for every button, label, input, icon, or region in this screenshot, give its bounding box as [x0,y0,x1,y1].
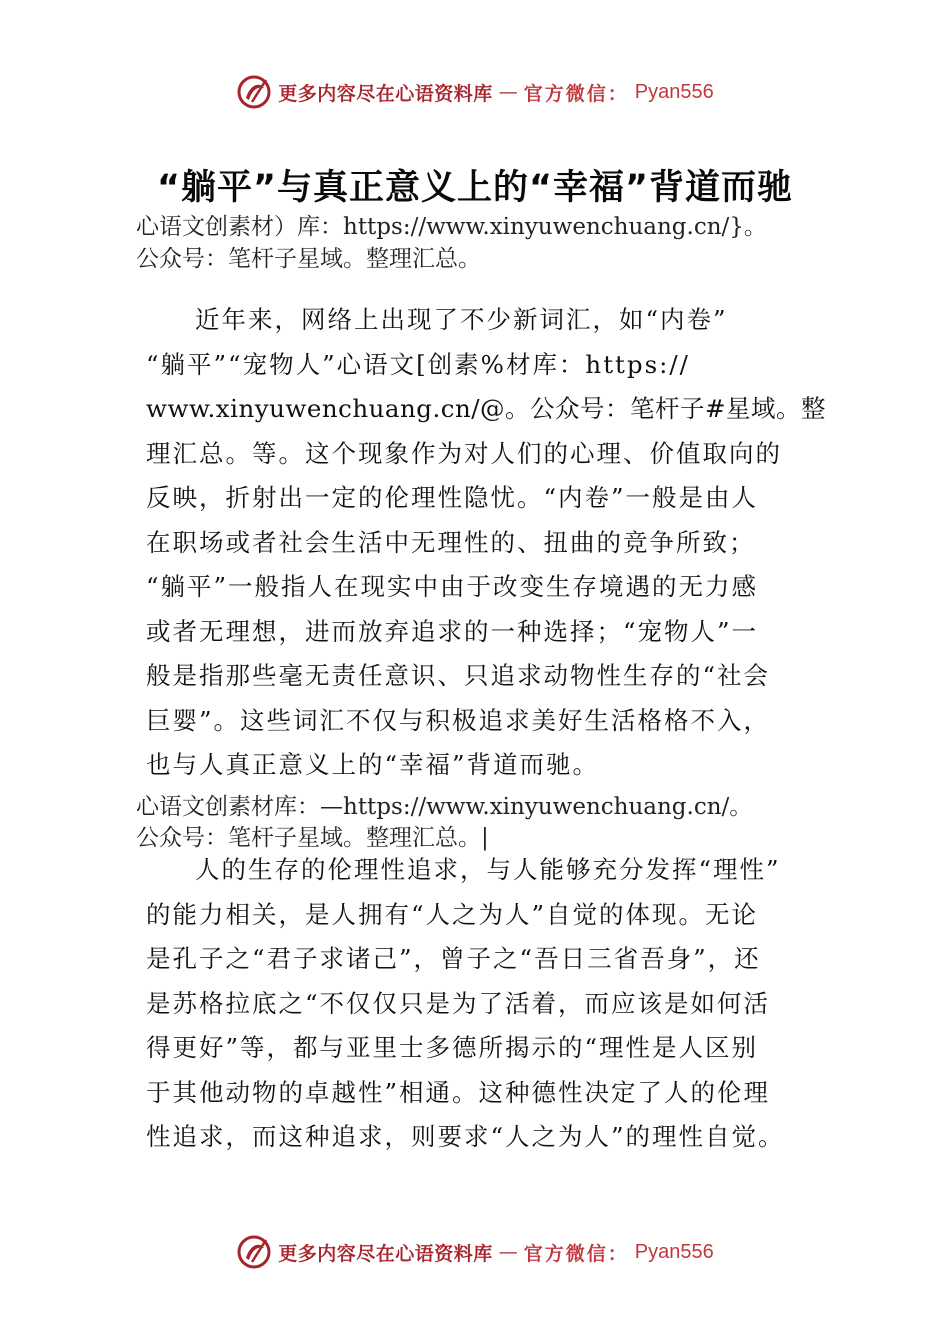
body-paragraph-2 [146,848,806,1160]
banner-wechat-label: 官方微信： [523,82,629,105]
banner-wechat-id: Pyan556 [634,80,714,103]
text-line: 在职场或者社会生活中无理性的、扭曲的竞争所致； [146,527,756,557]
text-line: 也与人真正意义上的“幸福”背道而驰。 [146,750,600,779]
text-line: 理汇总。等。这个现象作为对人们的心理、价值取向的 [146,438,782,468]
watermark-line: 公众号：笔杆子星域。整理汇总。| [136,825,489,851]
banner-slogan: 更多内容尽在心语资料库 [278,1242,493,1265]
text-line: 是苏格拉底之“不仅仅只是为了活着，而应该是如何活 [146,988,771,1018]
banner-slogan: 更多内容尽在心语资料库 [278,82,493,105]
text-line: 近年来，网络上出现了不少新词汇，如“内卷” [195,305,728,334]
text-line: 般是指那些毫无责任意识、只追求动物性生存的“社会 [146,661,771,690]
text-line: 或者无理想，进而放弃追求的一种选择；“宠物人”一 [146,616,759,646]
text-line: 是孔子之“君子求诸己”，曾子之“吾日三省吾身”，还 [146,944,761,973]
header-banner [0,72,950,112]
text-line: “躺平”一般指人在现实中由于改变生存境遇的无力感 [146,572,759,601]
logo-icon [236,74,272,110]
footer-banner [0,1232,950,1272]
text-line: 巨婴”。这些词汇不仅与积极追求美好生活格格不入， [146,705,771,735]
page-title: “躺平”与真正意义上的“幸福”背道而驰 [156,168,793,208]
body-paragraph-1 [146,298,827,788]
text-line: 于其他动物的卓越性”相通。这种德性决定了人的伦理 [146,1077,771,1107]
text-line: “躺平”“宠物人”心语文[创素%材库：https:// [146,349,690,379]
text-line: www.xinyuwenchuang.cn/@。公众号：笔杆子#星域。整 [146,394,827,423]
watermark-line: 心语文创素材）库：https://www.xinyuwenchuang.cn/}。 [136,214,767,240]
text-line: 性追求，而这种追求，则要求“人之为人”的理性自觉。 [146,1122,785,1151]
text-line: 人的生存的伦理性追求，与人能够充分发挥“理性” [195,855,781,884]
text-line: 的能力相关，是人拥有“人之为人”自觉的体现。无论 [146,899,759,929]
banner-wechat-label: 官方微信： [523,1242,629,1265]
watermark-line: 公众号：笔杆子星域。整理汇总。 [136,246,481,272]
text-line: 得更好”等，都与亚里士多德所揭示的“理性是人区别 [146,1033,759,1062]
banner-separator: — [498,1241,518,1263]
banner-wechat-id: Pyan556 [634,1240,714,1263]
text-line: 反映，折射出一定的伦理性隐忧。“内卷”一般是由人 [146,483,759,512]
logo-icon [236,1234,272,1270]
watermark-line: 心语文创素材库：—https://www.xinyuwenchuang.cn/。 [136,794,753,820]
banner-separator: — [498,81,518,103]
